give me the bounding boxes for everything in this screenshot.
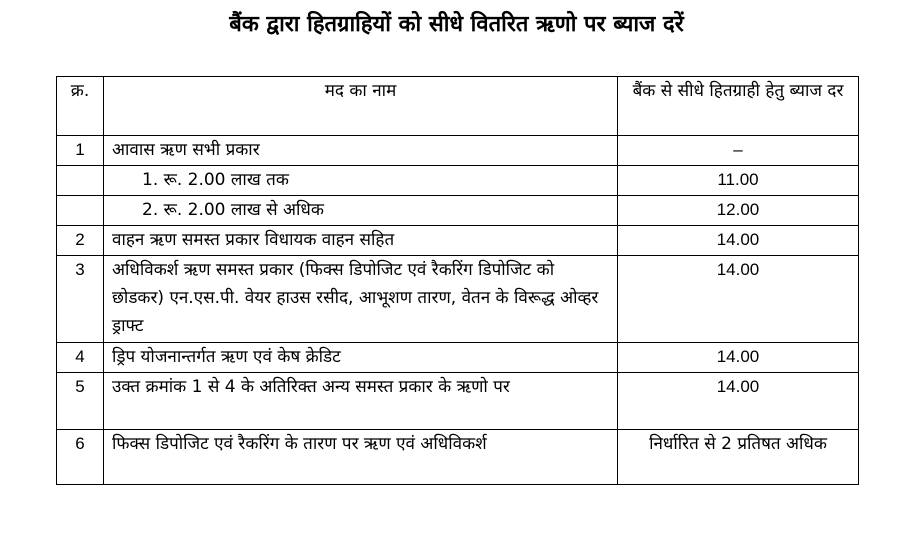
row-item: ड्रिप योजनान्तर्गत ऋण एवं केष क्रेडिट: [104, 343, 618, 373]
table-row: [57, 136, 859, 166]
header-interest-rate: बैंक से सीधे हितग्राही हेतु ब्याज दर: [618, 77, 859, 136]
row-serial: 2: [57, 226, 104, 256]
row-item: 1. रू. 2.00 लाख तक: [104, 166, 618, 196]
row-serial: 3: [57, 256, 104, 343]
row-rate: 14.00: [618, 343, 859, 373]
row-rate: –: [618, 136, 859, 166]
row-serial: 5: [57, 373, 104, 430]
header-serial: क्र.: [57, 77, 104, 136]
row-item: अधिविकर्श ऋण समस्त प्रकार (फिक्स डिपोजिट एवं रैकरिंग डिपोजिट को छोडकर) एन.एस.पी. वेयर हाउस रसीद, आभूशण तारण, वेतन के विरूद्ध ओव्हर ड्राफ्ट: [104, 256, 618, 343]
row-serial: [57, 196, 104, 226]
row-rate: 14.00: [618, 256, 859, 343]
table-row: [57, 256, 859, 343]
row-rate: 14.00: [618, 226, 859, 256]
table-row: [57, 430, 859, 485]
table-row: [57, 373, 859, 430]
row-item: फिक्स डिपोजिट एवं रैकरिंग के तारण पर ऋण एवं अधिविकर्श: [104, 430, 618, 485]
interest-rate-table: [56, 76, 859, 485]
table-header-row: [57, 77, 859, 136]
row-serial: 1: [57, 136, 104, 166]
row-rate: निर्धारित से 2 प्रतिषत अधिक: [618, 430, 859, 485]
row-item: 2. रू. 2.00 लाख से अधिक: [104, 196, 618, 226]
row-rate: 11.00: [618, 166, 859, 196]
table-row: [57, 196, 859, 226]
row-serial: [57, 166, 104, 196]
document-title: बैंक द्वारा हितग्राहियों को सीधे वितरित ऋणो पर ब्याज दरें: [229, 12, 684, 37]
row-item: उक्त क्रमांक 1 से 4 के अतिरिक्त अन्य समस्त प्रकार के ऋणो पर: [104, 373, 618, 430]
table-row: [57, 226, 859, 256]
header-item-name: मद का नाम: [104, 77, 618, 136]
row-serial: 6: [57, 430, 104, 485]
table-row: [57, 343, 859, 373]
row-rate: 12.00: [618, 196, 859, 226]
row-serial: 4: [57, 343, 104, 373]
row-item: वाहन ऋण समस्त प्रकार विधायक वाहन सहित: [104, 226, 618, 256]
table-row: [57, 166, 859, 196]
row-rate: 14.00: [618, 373, 859, 430]
row-item: आवास ऋण सभी प्रकार: [104, 136, 618, 166]
